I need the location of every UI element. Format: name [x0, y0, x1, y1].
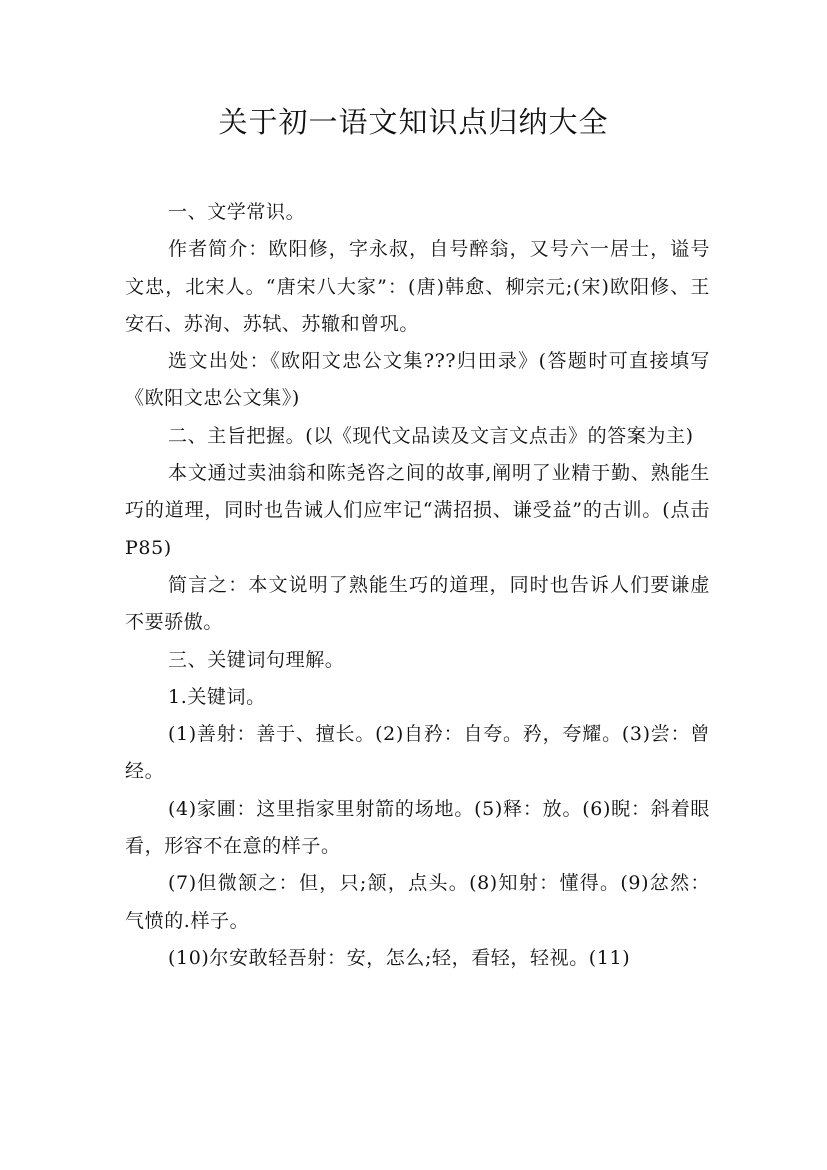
document-title: 关于初一语文知识点归纳大全 — [218, 105, 609, 139]
subsection-heading-keywords: 1.关键词。 — [168, 685, 266, 708]
keywords-paragraph: (1)善射：善于、擅长。(2)自矜：自夸。矜，夸耀。(3)尝：曾经。 — [125, 723, 710, 783]
section-heading-key-phrases: 三、关键词句理解。 — [168, 648, 345, 671]
author-intro-paragraph: 作者简介：欧阳修，字永叔，自号醉翁，又号六一居士，谥号文忠，北宋人。“唐宋八大家”：(唐)韩愈、柳宗元;(宋)欧阳修、王安石、苏洵、苏轼、苏辙和曾巩。 — [125, 238, 710, 335]
keywords-paragraph: (7)但微颔之：但，只;颔，点头。(8)知射：懂得。(9)忿然：气愤的.样子。 — [125, 872, 710, 932]
source-paragraph: 选文出处：《欧阳文忠公文集???归田录》(答题时可直接填写《欧阳文忠公文集》) — [125, 350, 710, 410]
keywords-paragraph: (4)家圃：这里指家里射箭的场地。(5)释：放。(6)睨：斜着眼看，形容不在意的样子。 — [125, 797, 710, 858]
theme-paragraph: 本文通过卖油翁和陈尧咨之间的故事,阐明了业精于勤、熟能生巧的道理，同时也告诫人们应牢记“满招损、谦受益”的古训。(点击 P85) — [125, 462, 710, 559]
keywords-paragraph: (10)尔安敢轻吾射：安，怎么;轻，看轻，轻视。(11) — [168, 946, 631, 969]
summary-paragraph: 简言之：本文说明了熟能生巧的道理，同时也告诉人们要谦虚不要骄傲。 — [125, 573, 710, 634]
section-heading-literary-knowledge: 一、文学常识。 — [168, 201, 306, 223]
section-heading-theme: 二、主旨把握。(以《现代文品读及文言文点击》的答案为主) — [168, 424, 694, 447]
document-body — [125, 194, 710, 977]
